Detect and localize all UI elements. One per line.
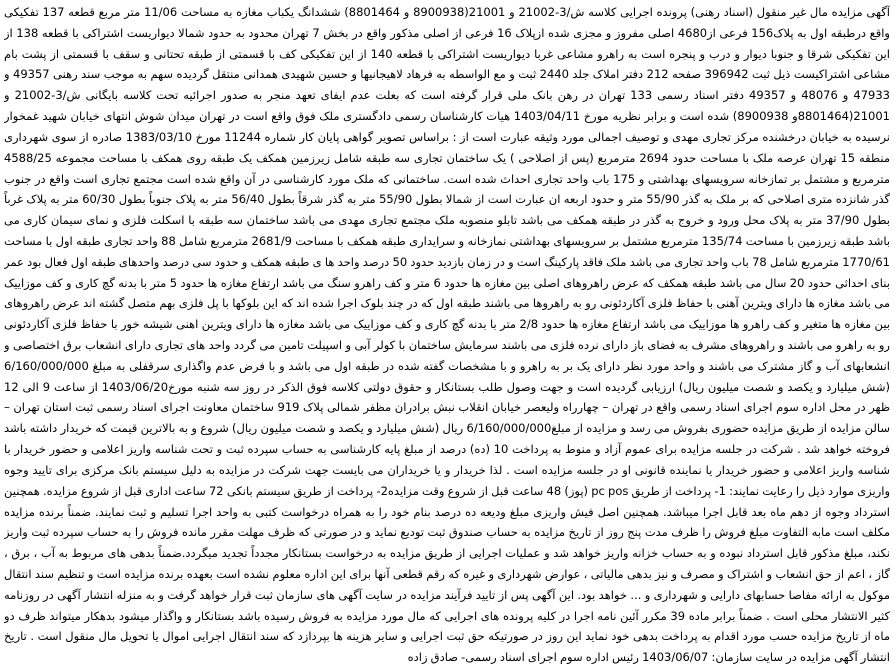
auction-notice-text: آگهی مزایده مال غیر منقول (اسناد رهنی) پرونده اجرایی کلاسه ش/3-21002 و 21001(8900938 و 8801464) ششدانگ یکباب مغازه به مساحت 11/06 متر مربع قطعه 137 تفکیکی واقع درطبقه اول به پلاک156 فرعی از4680 اصلی مفروز و مجزی شده ازپلاک 16 فرعی از اصلی مذکور واقع در بخش 7 تهران محدود به حدود شمالا دیواریست اشتراکی با قطعه 138 از این تفکیکی شرقا و جنوبا دیوار و درب و پنجره است به راهرو مشاعی غربا دیواریست اشتراکی با قطعه 140 از این تفکیکی کف با قسمتی از طبقه تحتانی و سقف با قسمتی از پشت بام مشاعی اشتراکیست ذیل ثبت 396942 صفحه 212 دفتر املاک جلد 2440 ثبت و مع الواسطه به فرهاد لاهیجانیها و حسین شهیدی همدانی منتقل گردیده سهم به موجب سند رهنی 49357 و 47933 و 48076 و 49357 دفتر اسناد رسمی 133 تهران در رهن بانک ملی قرار گرفته است که بعلت عدم ایفای تعهد منجر به صدور اجرائیه تحت کلاسه بایگانی ش/3-21002 و 21001(8801464و 8900938) شده است و برابر نظریه مورخ 1403/04/11 هیات کارشناسان رسمی دادگستری ملک فوق واقع است در تهران میدان شوش انتهای خیابان شهید غمخوار نرسیده به خیابان درخشنده مرکز تجاری مهدی و توصیف اجمالی مورد وثیقه عبارت است از : براساس تصویر گواهی پایان کار شماره 11244 مورخ 1383/03/10 صادره از سوی شهرداری منطقه 15 تهران عرصه ملک با مساحت حدود 2694 مترمربع (پس از اصلاحی ) یک ساختمان تجاری سه طبقه شامل زیرزمین همکف یک طبقه روی همکف با مساحت مجموعه 4588/25 مترمربع و مشتمل بر تمازخانه سرویسهای بهداشتی و 175 باب واحد تجاری احداث شده است. ساختمانی که ملک مورد کارشناسی در آن واقع شده است مجتمع تجاری است واقع در جنوب گذر شانزده متری اصلاحی که بر ملک به گذر 55/90 متر و حدود اربعه ان عبارت است از شمالا بطول 55/90 متر به گذر شرقاً بطول 56/40 متر به پلاک جنوباً بطول 60/30 متر به پلاک غرباً بطول 37/90 متر به پلاک محل ورود و خروج به گذر در طبقه همکف می باشد تابلو منصوبه ملک مجتمع تجاری مهدی می باشد ساختمان سه طبقه با اسکلت فلزی و نمای سیمان کاری می باشد طبقه زیرزمین با مساحت 135/74 مترمربع مشتمل بر سرویسهای بهداشتی نمازخانه و سرایداری طبقه همکف با مساحت 2681/9 مترمربع شامل 88 واحد تجاری طبقه اول با مساحت 1770/61 مترمربع شامل 78 باب واحد تجاری می باشد ملک فاقد پارکینگ است و در زمان بازدید حدود 50 درصد واحد ها ی طبقه همکف و حدود سی درصد واحدهای طبقه اول فعال بود عمر بنای احداثی حدود 20 سال می باشد طبقه همکف که عرض راهروهای اصلی بین مغازه ها حدود 6 متر و کف راهرو سنگ می باشد ارتفاع مغازه ها حدود 5 متر با بدنه گچ کاری و کف موزاییک می باشد مغازه ها دارای ویترین آهنی با حفاظ فلزی آکاردئونی رو به راهروها می باشند طبقه اول که در چند بلوک اجرا شده اند که این بلوکها با پل فلزی بهم متصل گشته اند عرض راهروهای بین مغازه ها متغیر و کف راهرو ها موزاییک می باشد ارتفاع مغازه ها حدود 2/8 متر با بدنه گچ کاری و کف موزاییک می باشد مغازه ها دارای ویترین اهنی شیشه خور با حفاظ فلزی آکاردئونی رو به راهرو می باشند و راهروهای مشرف به فضای باز دارای نرده فلزی می باشند سرمایش ساختمان با کولر آبی و اسپیلت تامین می گردد واحد های تجاری دارای انشعاب برق اختصاصی و انشعابهای آب و گاز مشترک می باشند و واحد مورد نظر دارای یک بر به راهرو و با مشخصات گفته شده در طبقه اول می باشد و با فرض عدم واگذاری سرقفلی به مبلغ 6/160/000/000 (شش میلیارد و یکصد و شصت میلیون ریال) ارزیابی گردیده است و جهت وصول طلب بستانکار و حقوق دولتی کلاسه فوق الذکر در روز سه شنبه مورخ1403/06/20 از ساعت 9 الی 12 ظهر در محل اداره سوم اجرای اسناد رسمی واقع در تهران – چهارراه ولیعصر خیابان انقلاب نبش برادران مظفر شمالی پلاک 919 ساختمان معاونت اجرای اسناد رسمی ثبت استان تهران – سالن مزایده از طریق مزایده حضوری بفروش می رسد و مزایده از مبلغ6/160/000/000 ریال (شش میلیارد و یکصد و شصت میلیون ریال) شروع و به بالاترین قیمت که خریدار داشته باشد فروخته خواهد شد . شرکت در جلسه مزایده برای عموم آزاد و منوط به پرداخت 10 (ده) درصد از مبلغ پایه کارشناسی به حساب سپرده ثبت و تحت شناسه واریز اعلامی و حضور خریدار با شناسه واریز اعلامی و حضور خریدار یا نماینده قانونی او در جلسه مزایده است . لذا خریدار و یا خریداران می بایست جهت شرکت در مزایده به دلیل سیستم بانک مرکزی برای تایید وجوه واریزی موارد ذیل را رعایت نمایند: 1- پرداخت از طریق pc pos (پوز) 48 ساعت قبل از شروع وقت مزایده2- پرداخت از طریق سیستم بانکی 72 ساعت اداری قبل از شروع مزایده. همچنین استرداد وجوه از دهم ماه بعد قابل اجرا میباشد. همچنین اصل فیش واریزی مبلغ ودیعه ده درصد بنام خود را به همراه درخواست کتبی به واحد اجرا تسلیم و ثبت نمایند. ضمناً برنده مزایده مکلف است مابه التفاوت مبلغ فروش را ظرف مدت پنج روز از تاریخ مزایده به حساب صندوق ثبت تودیع نماید و در صورتی که ظرف مهلت مقرر مانده فروش را به حساب سپرده ثبت واریز نکند، مبلغ مذکور قابل استرداد نبوده و به حساب خزانه واریز خواهد شد و عملیات اجرایی از طریق مزایده به درخواست بستانکار مجدداً تجدید میگردد.ضمناً بدهی های مربوط به آب ، برق ، گاز ، اعم از حق انشعاب و اشتراک و مصرف و نیز بدهی مالیاتی ، عوارض شهرداری و غیره که رقم قطعی آنها برای این اداره معلوم نشده است بعهده برنده مزایده است و تنظیم سند انتقال موکول به ارائه مفاصا حسابهای دارایی و شهرداری و ... خواهد بود. این آگهی پس از تایید فرآیند مزایده در سایت آگهی های سازمان ثبت قرار خواهد گرفت و به منزله انتشار آگهی در روزنامه کثیر الانتشار محلی است . ضمناً برابر ماده 39 مکرر آئین نامه اجرا در کلیه پرونده های اجرایی که مال مورد مزایده به فروش رسیده باشد بستانکار و واگذار میشود بدهکار میتواند ظرف دو ماه از تاریخ مزایده حسب مورد اقدام به پرداخت بدهی خود نماید این روز در صورتیکه حق ثبت اجرایی و سایر هزینه ها بپردازد که سند انتقال اجرایی اموال یا تحویل مال منقول است . تاریخ انتشار آگهی مزایده در سایت سازمان: 1403/06/07 رئیس اداره سوم اجرای اسناد رسمی- صادق زاده bbox=[4, 5, 890, 665]
